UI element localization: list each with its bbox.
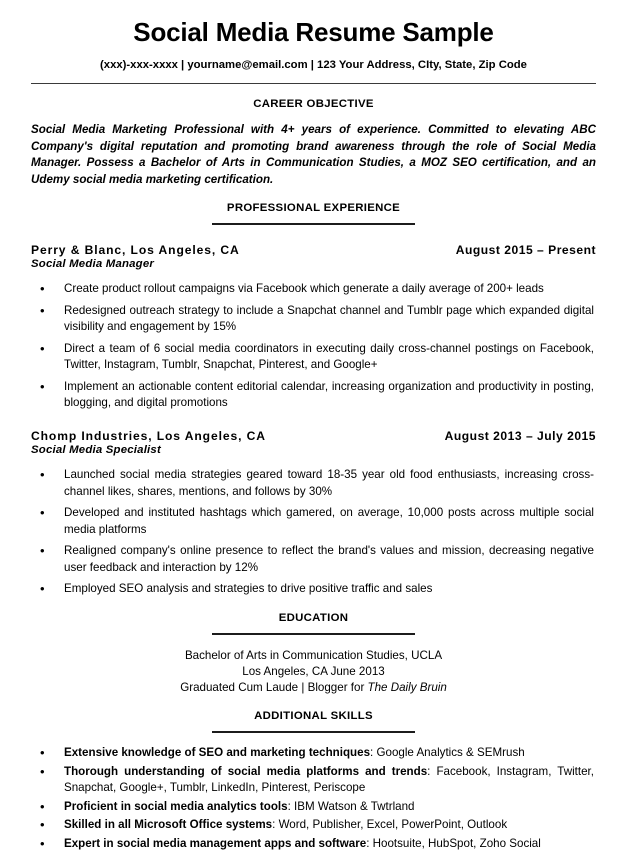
job-bullet: • Launched social media strategies geared toward 18-35 year old food enthusiasts, increasing cross-channel likes, shares, mentions, and follows by 30%	[31, 467, 596, 500]
section-education	[31, 612, 596, 697]
education-degree: Bachelor of Arts in Communication Studies, UCLA	[184, 648, 443, 662]
skill-value: : Facebook, Instagram, Twitter, Snapchat, Google+, Tumblr, LinkedIn, Pinterest, Periscope	[64, 764, 594, 795]
section-divider-skills	[212, 731, 415, 733]
header-divider	[31, 83, 596, 84]
skill-label: Proficient in social media analytics tools	[64, 799, 288, 813]
education-block	[31, 648, 596, 697]
skill-label: Thorough understanding of social media platforms and trends	[64, 764, 428, 778]
experience-list	[31, 243, 596, 597]
job-bullet: • Create product rollout campaigns via Facebook which generate a daily average of 200+ leads	[31, 281, 596, 297]
job-company: Perry & Blanc, Los Angeles, CA	[31, 243, 240, 258]
job-role: Social Media Manager	[31, 258, 155, 271]
section-professional-experience	[31, 202, 596, 597]
education-location-date: Los Angeles, CA June 2013	[242, 664, 385, 678]
skill-item	[31, 817, 596, 833]
job-bullet: • Direct a team of 6 social media coordinators in executing daily cross-channel postings on Facebook, Twitter, Instagram, Tumblr, Snapchat, Pinterest, and Google+	[31, 341, 596, 374]
section-divider-education	[212, 633, 415, 635]
experience-entry-header	[31, 429, 596, 443]
skill-item	[31, 764, 596, 797]
skill-label: Extensive knowledge of SEO and marketing techniques	[64, 746, 371, 760]
section-heading-experience: PROFESSIONAL EXPERIENCE	[226, 202, 401, 215]
objective-body: Social Media Marketing Professional with 4+ years of experience. Committed to elevating ABC Company's digital reputation and promoting brand awareness through the role of Social Media Manager. Possess a Bachelor of Arts in Communication Studies, a MOZ SEO certification, and an Udemy social media marketing certification.	[31, 123, 596, 186]
job-bullet: • Redesigned outreach strategy to include a Snapchat channel and Tumblr page which expanded digital visibility and engagement by 15%	[31, 303, 596, 336]
contact-line: (xxx)-xxx-xxxx | yourname@email.com | 123 Your Address, CIty, State, Zip Code	[100, 58, 527, 71]
skill-label: Skilled in all Microsoft Office systems	[64, 818, 273, 832]
skill-value: : Word, Publisher, Excel, PowerPoint, Outlook	[272, 818, 508, 832]
job-bullet-list	[31, 281, 596, 411]
education-honors	[31, 680, 596, 696]
job-bullet-list	[31, 467, 596, 597]
skill-label: Expert in social media management apps and software	[64, 836, 367, 850]
section-career-objective	[31, 98, 596, 188]
experience-entry-header	[31, 243, 596, 257]
education-publication: The Daily Bruin	[367, 681, 447, 695]
skill-item	[31, 745, 596, 761]
job-bullet: • Implement an actionable content editorial calendar, increasing organization and productivity in posting, blogging, and digital promotions	[31, 379, 596, 412]
section-divider-experience	[212, 223, 415, 225]
resume-header	[31, 18, 596, 84]
page-title: Social Media Resume Sample	[133, 17, 494, 47]
section-heading-education: EDUCATION	[278, 611, 349, 624]
job-dates: August 2015 – Present	[455, 243, 596, 258]
skills-list	[31, 745, 596, 852]
skill-value: : Hootsuite, HubSpot, Zoho Social	[366, 836, 541, 850]
section-heading-objective: CAREER OBJECTIVE	[253, 98, 374, 111]
experience-entry	[31, 429, 596, 597]
job-company: Chomp Industries, Los Angeles, CA	[31, 429, 266, 444]
job-role: Social Media Specialist	[31, 444, 161, 457]
skill-value: : Google Analytics & SEMrush	[370, 746, 525, 760]
skill-item	[31, 799, 596, 815]
job-dates: August 2013 – July 2015	[444, 429, 596, 444]
education-honors-prefix: Graduated Cum Laude | Blogger for	[180, 681, 368, 695]
job-bullet: • Realigned company's online presence to reflect the brand's values and mission, decreasing negative user feedback and interaction by 12%	[31, 543, 596, 576]
section-additional-skills	[31, 710, 596, 852]
section-heading-skills: ADDITIONAL SKILLS	[254, 710, 373, 723]
skill-value: : IBM Watson & Twtrland	[287, 799, 415, 813]
experience-entry	[31, 243, 596, 411]
job-bullet: • Employed SEO analysis and strategies to drive positive traffic and sales	[31, 581, 596, 597]
skill-item	[31, 836, 596, 852]
job-bullet: • Developed and instituted hashtags which gamered, on average, 10,000 posts across multiple social media platforms	[31, 505, 596, 538]
